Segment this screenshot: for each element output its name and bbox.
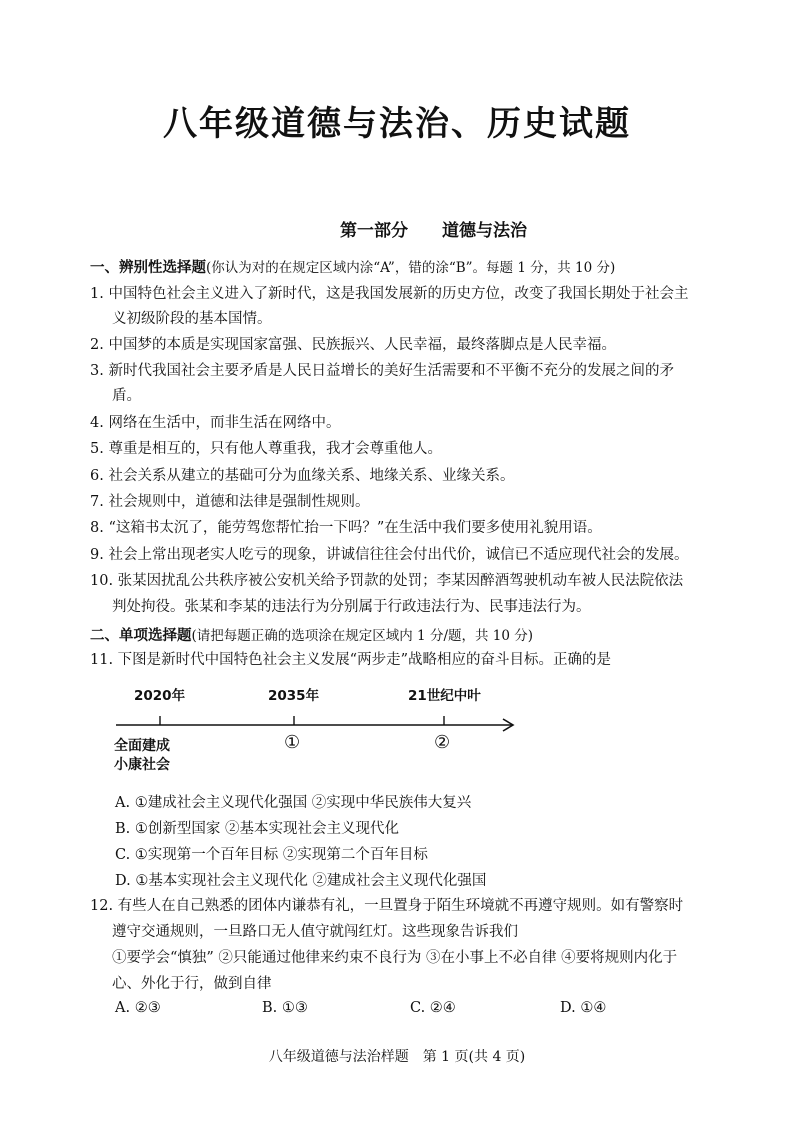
page-title: 八年级道德与法治、历史试题	[163, 104, 631, 144]
question-12-line4: 心、外化于行，做到自律	[112, 976, 272, 992]
question-7: 7. 社会规则中，道德和法律是强制性规则。	[90, 494, 370, 510]
question-11-option-d: D. ①基本实现社会主义现代化 ②建成社会主义现代化强国	[115, 873, 487, 889]
question-12-option-c: C. ②④	[410, 1000, 456, 1016]
question-11-option-a: A. ①建成社会主义现代化强国 ②实现中华民族伟大复兴	[115, 795, 472, 811]
timeline-axis	[114, 684, 534, 744]
section1-header	[90, 256, 615, 277]
question-12-line1: 12. 有些人在自己熟悉的团体内谦恭有礼，一旦置身于陌生环境就不再遵守规则。如有警察时	[90, 898, 684, 914]
question-11-option-c: C. ①实现第一个百年目标 ②实现第二个百年目标	[115, 847, 428, 863]
page-footer: 八年级道德与法治样题 第 1 页(共 4 页)	[268, 1049, 526, 1065]
question-9: 9. 社会上常出现老实人吃亏的现象，讲诚信往往会付出代价，诚信已不适应现代社会的发展。	[90, 547, 689, 563]
question-1-line1: 1. 中国特色社会主义进入了新时代，这是我国发展新的历史方位，改变了我国长期处于社会主	[90, 286, 689, 302]
question-12-option-b: B. ①③	[262, 1000, 308, 1016]
question-3-line2: 盾。	[112, 388, 141, 404]
section1-heading: 一、辨别性选择题	[90, 260, 206, 276]
question-12-line2: 遵守交通规则，一旦路口无人值守就闯红灯。这些现象告诉我们	[112, 924, 518, 940]
section2-heading: 二、单项选择题	[90, 628, 192, 644]
question-11-stem: 11. 下图是新时代中国特色社会主义发展“两步走”战略相应的奋斗目标。正确的是	[90, 652, 611, 668]
section2-note: (请把每题正确的选项涂在规定区域内 1 分/题，共 10 分)	[191, 628, 534, 644]
question-10-line1: 10. 张某因扰乱公共秩序被公安机关给予罚款的处罚；李某因醉酒驾驶机动车被人民法院依法	[90, 573, 684, 589]
timeline-label-line2: 小康社会	[114, 757, 170, 773]
question-5: 5. 尊重是相互的，只有他人尊重我，我才会尊重他人。	[90, 441, 442, 457]
timeline-year-mid-century: 21世纪中叶	[408, 688, 481, 704]
section2-header	[90, 624, 533, 645]
timeline-year-2035: 2035年	[268, 688, 320, 704]
strategy-timeline	[114, 684, 534, 774]
question-6: 6. 社会关系从建立的基础可分为血缘关系、地缘关系、业缘关系。	[90, 468, 515, 484]
question-8: 8. “这箱书太沉了，能劳驾您帮忙抬一下吗？”在生活中我们要多使用礼貌用语。	[90, 520, 602, 536]
question-12-option-d: D. ①④	[560, 1000, 607, 1016]
timeline-mark-1: ①	[284, 732, 301, 753]
question-4: 4. 网络在生活中，而非生活在网络中。	[90, 415, 341, 431]
question-11-option-b: B. ①创新型国家 ②基本实现社会主义现代化	[115, 821, 399, 837]
timeline-label-line1: 全面建成	[114, 738, 170, 754]
question-12-option-a: A. ②③	[115, 1000, 161, 1016]
part-title: 第一部分 道德与法治	[340, 221, 527, 241]
question-12-line3: ①要学会“慎独” ②只能通过他律来约束不良行为 ③在小事上不必自律 ④要将规则内化于	[112, 950, 678, 966]
timeline-year-2020: 2020年	[134, 688, 186, 704]
question-10-line2: 判处拘役。张某和李某的违法行为分别属于行政违法行为、民事违法行为。	[112, 599, 591, 615]
question-1-line2: 义初级阶段的基本国情。	[112, 311, 272, 327]
question-3-line1: 3. 新时代我国社会主要矛盾是人民日益增长的美好生活需要和不平衡不充分的发展之间的矛	[90, 363, 674, 379]
timeline-mark-2: ②	[434, 732, 451, 753]
section1-note: (你认为对的在规定区域内涂“A”，错的涂“B”。每题 1 分，共 10 分)	[206, 260, 616, 276]
question-2: 2. 中国梦的本质是实现国家富强、民族振兴、人民幸福，最终落脚点是人民幸福。	[90, 337, 616, 353]
